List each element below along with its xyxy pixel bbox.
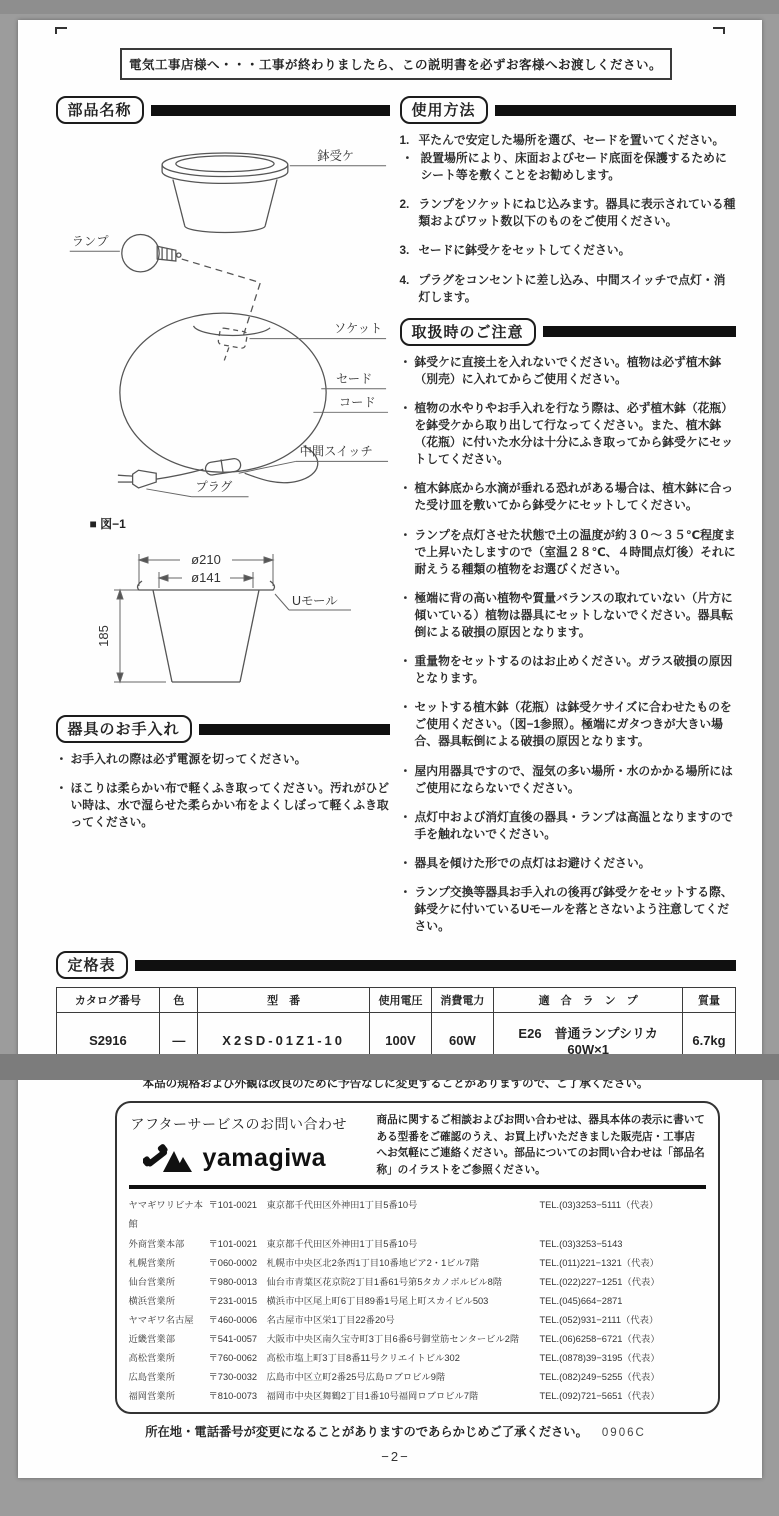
- col-catalog-number: カタログ番号: [56, 988, 160, 1013]
- plug-leader-diag: [146, 489, 191, 497]
- caution-item-text: セットする植木鉢（花瓶）は鉢受ケサイズに合わせたものをご使用ください。（図−1参照）。極端にガタつきが大きい場合、器具転倒による破損の原因となります。: [415, 699, 736, 750]
- corner-mark-top-right: [713, 27, 725, 34]
- caution-item-text: 点灯中および消灯直後の器具・ランプは高温となりますので手を触れないでください。: [415, 809, 736, 843]
- corner-mark-top-left: [55, 27, 67, 34]
- bullet-marker: ・: [400, 480, 415, 514]
- office-address: 大阪市中央区南久宝寺町3丁目6番6号御堂筋センタービル2階: [267, 1330, 540, 1349]
- bullet-marker: ・: [400, 354, 415, 388]
- office-row: [129, 1368, 706, 1387]
- page-number: −2−: [56, 1449, 736, 1464]
- caution-item: [400, 480, 736, 514]
- caution-item-text: 植物の水やりやお手入れを行なう際は、必ず植木鉢（花瓶）を鉢受ケから取り出して行なってください。また、植木鉢（花瓶）に付いた水分は十分にふき取ってから鉢受ケにセットしてください。: [415, 400, 736, 468]
- bullet-marker: ・: [400, 653, 415, 687]
- col-weight: 質量: [683, 988, 735, 1013]
- color-value: —: [160, 1013, 198, 1068]
- office-postal: 〒460-0006: [209, 1311, 267, 1330]
- bullet-marker: ・: [400, 699, 415, 750]
- parts-column: [56, 94, 390, 947]
- caution-item: [400, 855, 736, 872]
- caution-item-text: 鉢受ケに直接土を入れないでください。植物は必ず植木鉢（別売）に入れてからご使用ください。: [415, 354, 736, 388]
- yamagiwa-logo: [143, 1142, 365, 1174]
- office-address: 東京都千代田区外神田1丁目5番10号: [267, 1235, 540, 1254]
- care-item: [56, 751, 390, 768]
- voltage-value: 100V: [370, 1013, 432, 1068]
- caution-item: [400, 763, 736, 797]
- step-marker: 1.: [400, 132, 419, 149]
- caution-item-text: ランプ交換等器具お手入れの後再び鉢受ケをセットする際、鉢受ケに付いているUモールを落とさないよう注意してください。: [415, 884, 736, 935]
- parts-section-title: 部品名称: [56, 96, 144, 124]
- caution-item: [400, 354, 736, 388]
- inner-diameter-label: ø141: [191, 570, 221, 585]
- office-address: 広島市中区立町2番25号広島ロブロビル9階: [267, 1368, 540, 1387]
- bullet-marker: ・: [400, 400, 415, 468]
- office-row: [129, 1292, 706, 1311]
- bullet-marker: ・: [400, 855, 415, 872]
- footer-note: 所在地・電話番号が変更になることがありますのであらかじめご了承ください。: [145, 1422, 588, 1440]
- office-row: [129, 1273, 706, 1292]
- dimension-diagram: [56, 534, 356, 696]
- office-row: [129, 1196, 706, 1234]
- plug-label: プラグ: [195, 480, 233, 494]
- office-address: 東京都千代田区外神田1丁目5番10号: [267, 1196, 540, 1234]
- u-mold-leader-diag: [275, 594, 289, 610]
- caution-item: [400, 590, 736, 641]
- office-address: 福岡市中央区舞鶴2丁目1番10号福岡ロブロビル7階: [267, 1387, 540, 1406]
- scan-bottom-strip: [0, 1054, 779, 1080]
- caution-item-text: 重量物をセットするのはお止めください。ガラス破損の原因となります。: [415, 653, 736, 687]
- office-phone: TEL.(03)3253−5143: [540, 1235, 706, 1254]
- office-postal: 〒231-0015: [209, 1292, 267, 1311]
- step-marker: 2.: [400, 196, 419, 230]
- caution-item-text: ランプを点灯させた状態で土の温度が約３０～３５℃程度まで上昇いたしますので（室温２８℃、４時間点灯後）それに耐えうる種類の植物をお選びください。: [415, 527, 736, 578]
- col-model: 型 番: [198, 988, 370, 1013]
- office-name: 横浜営業所: [129, 1292, 209, 1311]
- office-phone: TEL.(011)221−1321（代表）: [540, 1254, 706, 1273]
- office-name: 近畿営業部: [129, 1330, 209, 1349]
- section-rule: [495, 105, 736, 116]
- office-name: 福岡営業所: [129, 1387, 209, 1406]
- service-left: [129, 1112, 365, 1178]
- caution-item-text: 植木鉢底から水滴が垂れる恐れがある場合は、植木鉢に合った受け皿を敷いてから鉢受ケにセットしてください。: [415, 480, 736, 514]
- office-address: 札幌市中央区北2条西1丁目10番地ピア2・1ビル7階: [267, 1254, 540, 1273]
- service-divider: [129, 1185, 706, 1190]
- office-postal: 〒101-0021: [209, 1235, 267, 1254]
- lamp-insert-path: [181, 259, 260, 335]
- usage-step-text: プラグをコンセントに差し込み、中間スイッチで点灯・消灯します。: [419, 272, 736, 306]
- caution-item: [400, 653, 736, 687]
- caution-section-header: [400, 318, 736, 346]
- parts-diagram: [56, 132, 390, 504]
- instructions-column: [400, 94, 736, 947]
- scan-top-strip: [0, 0, 779, 14]
- usage-substep: [400, 150, 736, 184]
- caution-item-text: 器具を傾けた形での点灯はお避けください。: [415, 855, 651, 872]
- section-rule: [151, 105, 390, 116]
- yamagiwa-wordmark: yamagiwa: [203, 1144, 327, 1173]
- office-phone: TEL.(045)664−2871: [540, 1292, 706, 1311]
- lamp-value: E26 普通ランプシリカ 60W×1: [493, 1013, 683, 1068]
- office-postal: 〒980-0013: [209, 1273, 267, 1292]
- office-row: [129, 1387, 706, 1406]
- socket-label: ソケット: [334, 322, 382, 336]
- usage-step-text: セードに鉢受ケをセットしてください。: [419, 242, 631, 259]
- office-postal: 〒101-0021: [209, 1196, 267, 1234]
- weight-value: 6.7kg: [683, 1013, 735, 1068]
- office-phone: TEL.(052)931−2111（代表）: [540, 1311, 706, 1330]
- office-name: 札幌営業所: [129, 1254, 209, 1273]
- bullet-marker: ・: [400, 590, 415, 641]
- figure-1-caption: ■ 図−1: [90, 515, 390, 532]
- usage-step-text: 平たんで安定した場所を選び、セードを置いてください。: [419, 132, 725, 149]
- step-marker: 4.: [400, 272, 419, 306]
- office-phone: TEL.(06)6258−6721（代表）: [540, 1330, 706, 1349]
- ratings-section-header: [56, 951, 736, 979]
- usage-step-text: ランプをソケットにねじ込みます。器具に表示されている種類およびワット数以下のものをご使用ください。: [419, 196, 736, 230]
- spec-change-note: 本品の規格および外観は改良のために予告なしに変更することがありますので、ご了承ください。: [56, 1075, 736, 1091]
- office-phone: TEL.(022)227−1251（代表）: [540, 1273, 706, 1292]
- pot-section-drawing: [137, 581, 274, 682]
- office-phone: TEL.(0878)39−3195（代表）: [540, 1349, 706, 1368]
- usage-step: [400, 132, 736, 149]
- bullet-marker: ・: [400, 763, 415, 797]
- lamp-label: ランプ: [71, 234, 109, 248]
- office-phone: TEL.(092)721−5651（代表）: [540, 1387, 706, 1406]
- section-rule: [199, 724, 390, 735]
- care-section-title: 器具のお手入れ: [56, 715, 192, 743]
- office-address: 名古屋市中区栄1丁目22番20号: [267, 1311, 540, 1330]
- power-value: 60W: [431, 1013, 493, 1068]
- u-mold-label: Uモール: [292, 594, 338, 608]
- office-postal: 〒541-0057: [209, 1330, 267, 1349]
- cord-label: コード: [338, 395, 375, 409]
- shade-label: セード: [335, 372, 371, 386]
- pot-holder-drawing: [162, 153, 288, 233]
- usage-step: [400, 242, 736, 259]
- office-address: 仙台市青葉区花京院2丁目1番61号第5タカノボルビル8階: [267, 1273, 540, 1292]
- shade-drawing: [119, 313, 325, 472]
- lamp-drawing: [121, 235, 180, 272]
- office-name: 広島営業所: [129, 1368, 209, 1387]
- office-name: ヤマギワ名古屋: [129, 1311, 209, 1330]
- office-row: [129, 1254, 706, 1273]
- office-phone: TEL.(082)249−5255（代表）: [540, 1368, 706, 1387]
- caution-item: [400, 884, 736, 935]
- height-label: 185: [96, 625, 111, 647]
- col-power: 消費電力: [431, 988, 493, 1013]
- bullet-marker: ・: [56, 780, 71, 831]
- model-number: X2SD-01Z1-10: [198, 1013, 370, 1068]
- pot-holder-label: 鉢受ケ: [317, 148, 354, 163]
- usage-step: [400, 196, 736, 230]
- caution-item: [400, 699, 736, 750]
- bullet-marker: ・: [400, 884, 415, 935]
- installer-notice-banner: 電気工事店様へ・・・工事が終わりましたら、この説明書を必ずお客様へお渡しください。: [120, 48, 672, 80]
- socket-drawing: [217, 328, 247, 362]
- office-row: [129, 1311, 706, 1330]
- caution-section-title: 取扱時のご注意: [400, 318, 536, 346]
- care-item-text: お手入れの際は必ず電源を切ってください。: [71, 751, 307, 768]
- ratings-section-title: 定格表: [56, 951, 128, 979]
- ratings-header-row: [56, 988, 735, 1013]
- office-name: 高松営業所: [129, 1349, 209, 1368]
- document-code: 0906C: [602, 1427, 646, 1439]
- step-marker: ・: [402, 150, 421, 184]
- care-item: [56, 780, 390, 831]
- office-name: 仙台営業所: [129, 1273, 209, 1292]
- after-service-box: [115, 1101, 720, 1414]
- col-lamp: 適 合 ラ ン プ: [493, 988, 683, 1013]
- office-address: 高松市塩上町3丁目8番11号クリエイトビル302: [267, 1349, 540, 1368]
- office-name: 外商営業本部: [129, 1235, 209, 1254]
- office-name: ヤマギワリビナ本館: [129, 1196, 209, 1234]
- usage-step: [400, 272, 736, 306]
- service-title: アフターサービスのお問い合わせ: [131, 1114, 365, 1134]
- office-phone: TEL.(03)3253−5111（代表）: [540, 1196, 706, 1234]
- parts-section-header: [56, 96, 390, 124]
- caution-item-text: 屋内用器具ですので、湿気の多い場所・水のかかる場所にはご使用にならないでください。: [415, 763, 736, 797]
- office-postal: 〒760-0062: [209, 1349, 267, 1368]
- col-voltage: 使用電圧: [370, 988, 432, 1013]
- office-address: 横浜市中区尾上町6丁目89番1号尾上町スカイビル503: [267, 1292, 540, 1311]
- caution-item: [400, 809, 736, 843]
- yamagiwa-logo-icon: [143, 1142, 193, 1174]
- section-rule: [135, 960, 736, 971]
- manual-page: [18, 20, 762, 1478]
- office-postal: 〒060-0002: [209, 1254, 267, 1273]
- office-row: [129, 1235, 706, 1254]
- caution-item-text: 極端に背の高い植物や質量バランスの取れていない（片方に傾いている）植物は器具にセットしないでください。器具転倒による破損の原因となります。: [415, 590, 736, 641]
- caution-item: [400, 527, 736, 578]
- col-color: 色: [160, 988, 198, 1013]
- catalog-number: S2916: [56, 1013, 160, 1068]
- caution-item: [400, 400, 736, 468]
- footer-line: [56, 1422, 736, 1440]
- bullet-marker: ・: [56, 751, 71, 768]
- office-postal: 〒730-0032: [209, 1368, 267, 1387]
- service-body-text: 商品に関するご相談およびお問い合わせは、器具本体の表示に書いてある型番をご確認のうえ、お買上げいただきました販売店・工事店へお気軽にご連絡ください。部品についてのお問い合わせは「部品名称」のイラストをご参照ください。: [377, 1112, 706, 1178]
- step-marker: 3.: [400, 242, 419, 259]
- usage-section-title: 使用方法: [400, 96, 488, 124]
- care-item-text: ほこりは柔らかい布で軽くふき取ってください。汚れがひどい時は、水で湿らせた柔らかい布をよくしぼって軽くふき取ってください。: [71, 780, 390, 831]
- bullet-marker: ・: [400, 527, 415, 578]
- outer-diameter-label: ø210: [191, 552, 221, 567]
- usage-step-text: 設置場所により、床面およびセード底面を保護するためにシート等を敷くことをお勧めします。: [421, 150, 736, 184]
- section-rule: [543, 326, 736, 337]
- bullet-marker: ・: [400, 809, 415, 843]
- switch-leader-diag: [238, 461, 295, 473]
- office-row: [129, 1330, 706, 1349]
- office-row: [129, 1349, 706, 1368]
- care-section-header: [56, 715, 390, 743]
- mid-switch-label: 中間スイッチ: [299, 444, 372, 459]
- usage-section-header: [400, 96, 736, 124]
- office-postal: 〒810-0073: [209, 1387, 267, 1406]
